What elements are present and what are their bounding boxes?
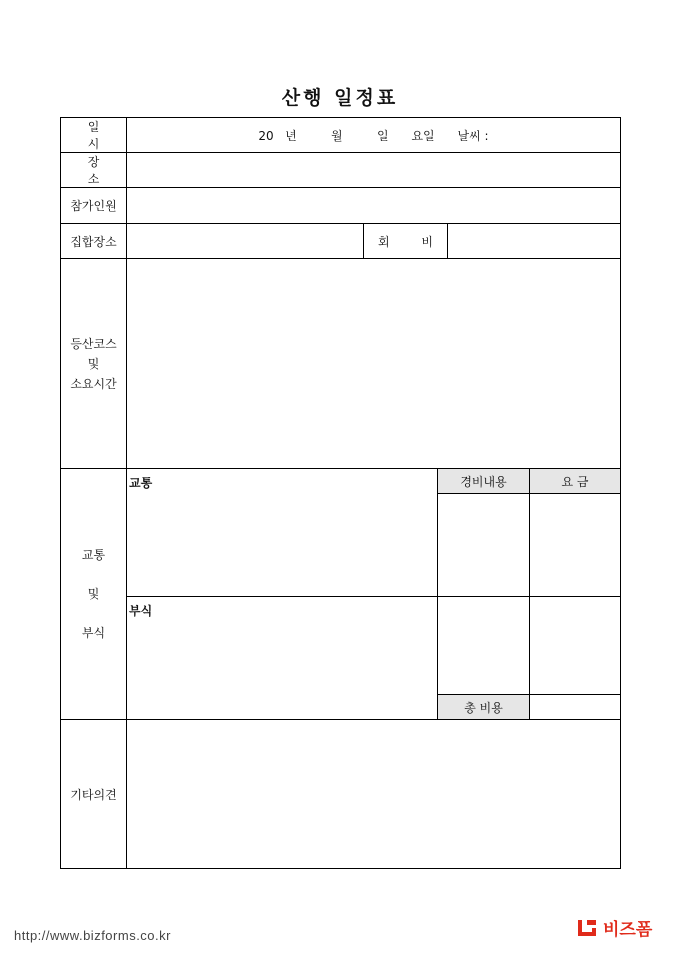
date-field[interactable]: 20 년 월 일 요일 날씨 :	[258, 128, 489, 143]
charge-header: 요 금	[530, 469, 620, 493]
course-label	[61, 259, 126, 468]
brand-logo[interactable]	[575, 915, 652, 940]
course-label-line3: 소요시간	[70, 376, 117, 391]
transport-label-line2: 및	[87, 586, 100, 601]
meeting-place-field[interactable]	[127, 224, 363, 258]
participants-field[interactable]	[127, 188, 620, 223]
participants-label: 참가인원	[70, 199, 117, 213]
transport-label-line1: 교통	[81, 547, 106, 562]
place-field[interactable]	[127, 153, 620, 187]
brand-logo-icon	[575, 917, 599, 939]
other-opinion-field[interactable]	[127, 720, 620, 868]
course-label-line2: 및	[87, 356, 100, 371]
place-label: 장 소	[87, 155, 114, 186]
other-opinion-label: 기타의견	[70, 787, 117, 802]
footer-url[interactable]: http://www.bizforms.co.kr	[14, 928, 171, 943]
expense-header: 경비내용	[438, 469, 529, 493]
meeting-place-label: 집합장소	[70, 234, 117, 249]
brand-logo-text: 비즈폼	[603, 920, 653, 940]
transport-sublabel: 교통	[129, 476, 153, 490]
total-label: 총 비용	[438, 695, 529, 719]
page-title: 산행 일정표	[281, 87, 399, 109]
course-label-line1: 등산코스	[70, 336, 117, 351]
course-field[interactable]	[127, 259, 620, 468]
fee-label: 회 비	[378, 234, 447, 249]
transport-label-line3: 부식	[81, 625, 106, 640]
transport-food-label	[61, 469, 126, 719]
date-label: 일 시	[87, 120, 114, 151]
fee-field[interactable]	[448, 224, 620, 258]
food-sublabel: 부식	[129, 604, 153, 618]
schedule-form	[60, 117, 621, 869]
